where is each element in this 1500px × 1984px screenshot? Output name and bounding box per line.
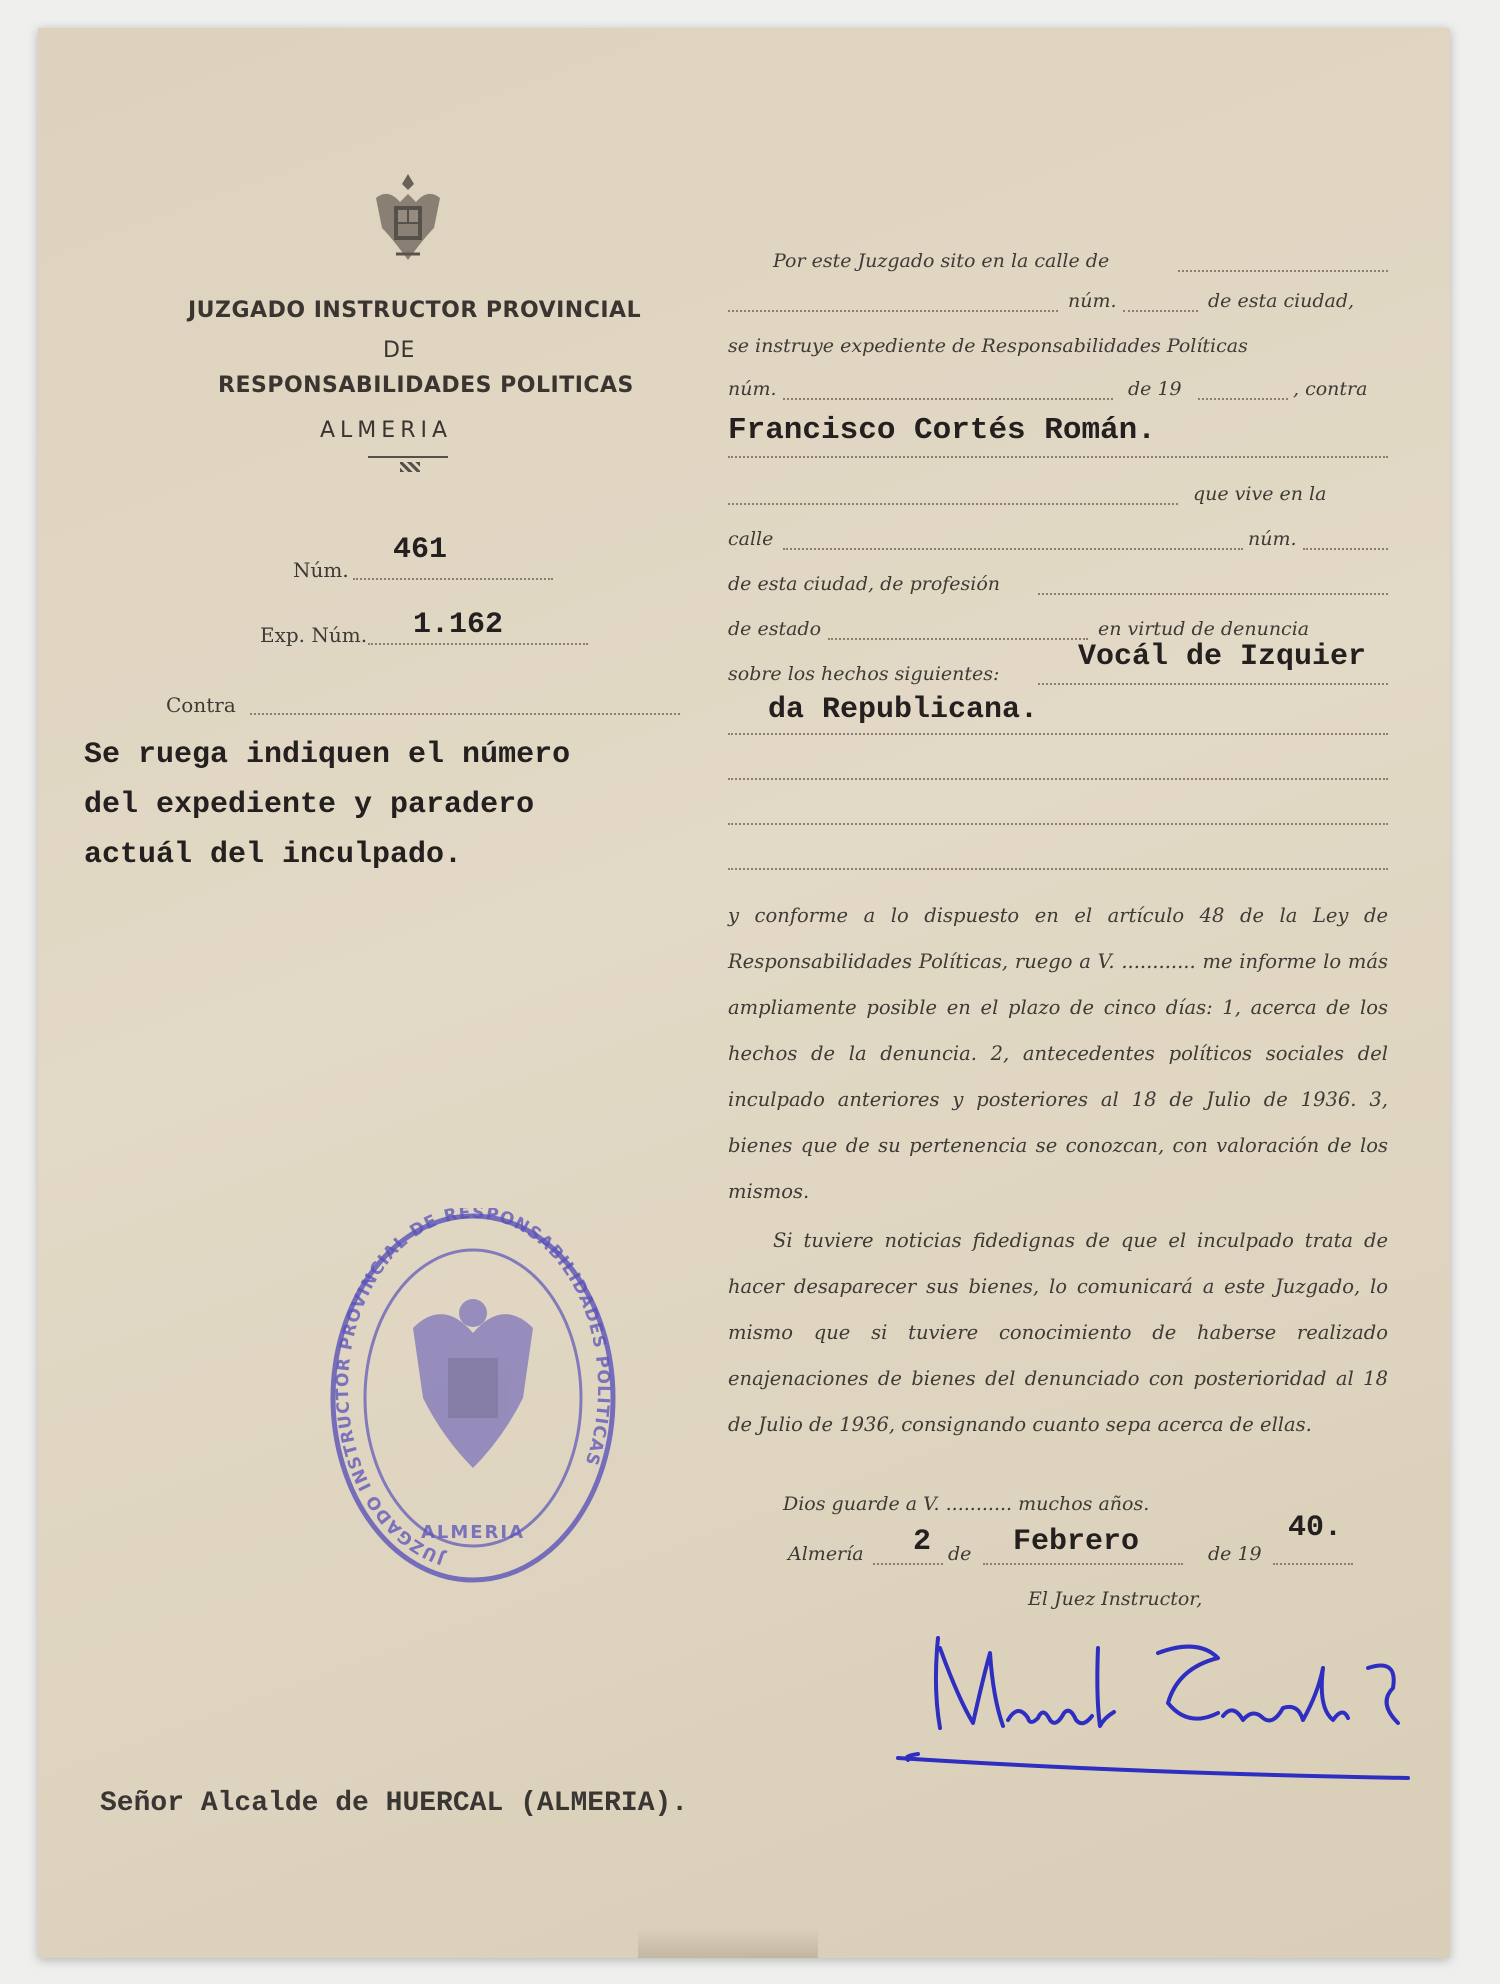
juez-title: El Juez Instructor, xyxy=(1028,1588,1203,1610)
date-year: 40. xyxy=(1288,1511,1343,1545)
header-divider-mark xyxy=(400,462,420,472)
date-month-line xyxy=(983,1563,1183,1565)
note-line-2: del expediente y paradero xyxy=(84,788,535,822)
address-line xyxy=(728,503,1178,505)
street-line-2 xyxy=(728,310,1058,312)
num-label-2: núm. xyxy=(1068,290,1117,312)
num-value: 461 xyxy=(393,533,448,567)
num-label-4: núm. xyxy=(1248,528,1297,550)
document-page xyxy=(38,28,1450,1958)
date-de-2: de 19 xyxy=(1208,1543,1262,1565)
vive-label: que vive en la xyxy=(1193,483,1327,505)
charge-dots-1 xyxy=(1038,683,1388,685)
charge-line-2: da Republicana. xyxy=(768,693,1039,727)
form-line-1: Por este Juzgado sito en la calle de xyxy=(773,250,1110,272)
court-name-line2: DE xyxy=(383,338,415,363)
accused-name: Francisco Cortés Román. xyxy=(728,413,1156,448)
form-line-3: se instruye expediente de Responsabilidades Políticas xyxy=(728,335,1248,357)
estado-label: de estado xyxy=(728,618,822,640)
year-line xyxy=(1198,398,1288,400)
date-year-line xyxy=(1273,1563,1353,1565)
coat-of-arms-emblem xyxy=(368,168,448,268)
year-label: de 19 xyxy=(1128,378,1182,400)
calle-label: calle xyxy=(728,528,774,550)
date-day: 2 xyxy=(913,1525,932,1559)
header-divider xyxy=(368,456,448,458)
addressee: Señor Alcalde de HUERCAL (ALMERIA). xyxy=(100,1788,689,1819)
exp-value: 1.162 xyxy=(413,608,504,642)
date-de-1: de xyxy=(948,1543,972,1565)
exp-label: Exp. Núm. xyxy=(260,623,368,647)
denuncia-label: en virtud de denuncia xyxy=(1098,618,1310,640)
contra-label-right: , contra xyxy=(1293,378,1368,400)
num-label-3: núm. xyxy=(728,378,777,400)
dios-guarde: Dios guarde a V. ........... muchos años. xyxy=(783,1493,1150,1515)
official-stamp xyxy=(323,1208,623,1588)
note-line-1: Se ruega indiquen el número xyxy=(84,738,571,772)
stamp-text-bottom: ALMERIA xyxy=(420,1522,526,1543)
num-label: Núm. xyxy=(293,558,349,582)
num-line-4 xyxy=(1303,548,1388,550)
charge-dots-2 xyxy=(728,733,1388,735)
paper-fold-edge xyxy=(638,1928,818,1958)
body-paragraph-1: y conforme a lo dispuesto en el artículo 48 de la Ley de Responsabilidades Políticas, ruego a V. ............ me informe lo más ampliamente posible en el plazo de cinco días: 1, acerca de los hechos de la denuncia. 2, antecedentes políticos sociales del inculpado anteriores y posteriores al 18 de Julio de 1936. 3, bienes que de su pertenencia se conozcan, con valoración de los mismos. xyxy=(728,904,1388,1203)
court-name-line1: JUZGADO INSTRUCTOR PROVINCIAL xyxy=(188,298,642,323)
body-paragraph-2: Si tuviere noticias fidedignas de que el inculpado trata de hacer desaparecer sus bienes, lo comunicará a este Juzgado, lo mismo que si tuviere conocimiento de haberse realizado enajenaciones de bienes del denunciado con posterioridad al 18 de Julio de 1936, consignando cuanto sepa acerca de ellas. xyxy=(728,1229,1388,1436)
accused-line xyxy=(728,456,1388,458)
num-line-2 xyxy=(1123,310,1198,312)
judge-signature xyxy=(878,1608,1428,1808)
hechos-label: sobre los hechos siguientes: xyxy=(728,663,1000,685)
street-line xyxy=(1178,270,1388,272)
date-day-line xyxy=(873,1563,943,1565)
stamp-text-top: JUZGADO INSTRUCTOR PROVINCIAL DE RESPONSABILIDADES POLITICAS xyxy=(332,1208,614,1569)
date-place: Almería xyxy=(788,1543,864,1565)
contra-line xyxy=(250,713,680,715)
contra-label: Contra xyxy=(166,693,236,717)
exp-line xyxy=(368,643,588,645)
num-line-3 xyxy=(783,398,1113,400)
court-name-line3: RESPONSABILIDADES POLITICAS xyxy=(218,373,634,398)
blank-line-2 xyxy=(728,823,1388,825)
estado-line xyxy=(828,638,1088,640)
court-city: ALMERIA xyxy=(320,418,453,443)
num-line xyxy=(353,578,553,580)
charge-line-1: Vocál de Izquier xyxy=(1078,640,1367,674)
blank-line-3 xyxy=(728,868,1388,870)
calle-line xyxy=(783,548,1243,550)
stamp-graphic xyxy=(323,1208,623,1588)
blank-line-1 xyxy=(728,778,1388,780)
note-line-3: actuál del inculpado. xyxy=(84,838,463,872)
ciudad-label: de esta ciudad, xyxy=(1208,290,1355,312)
date-month: Febrero xyxy=(1013,1525,1140,1559)
profesion-label: de esta ciudad, de profesión xyxy=(728,573,1001,595)
profesion-line xyxy=(1038,593,1388,595)
